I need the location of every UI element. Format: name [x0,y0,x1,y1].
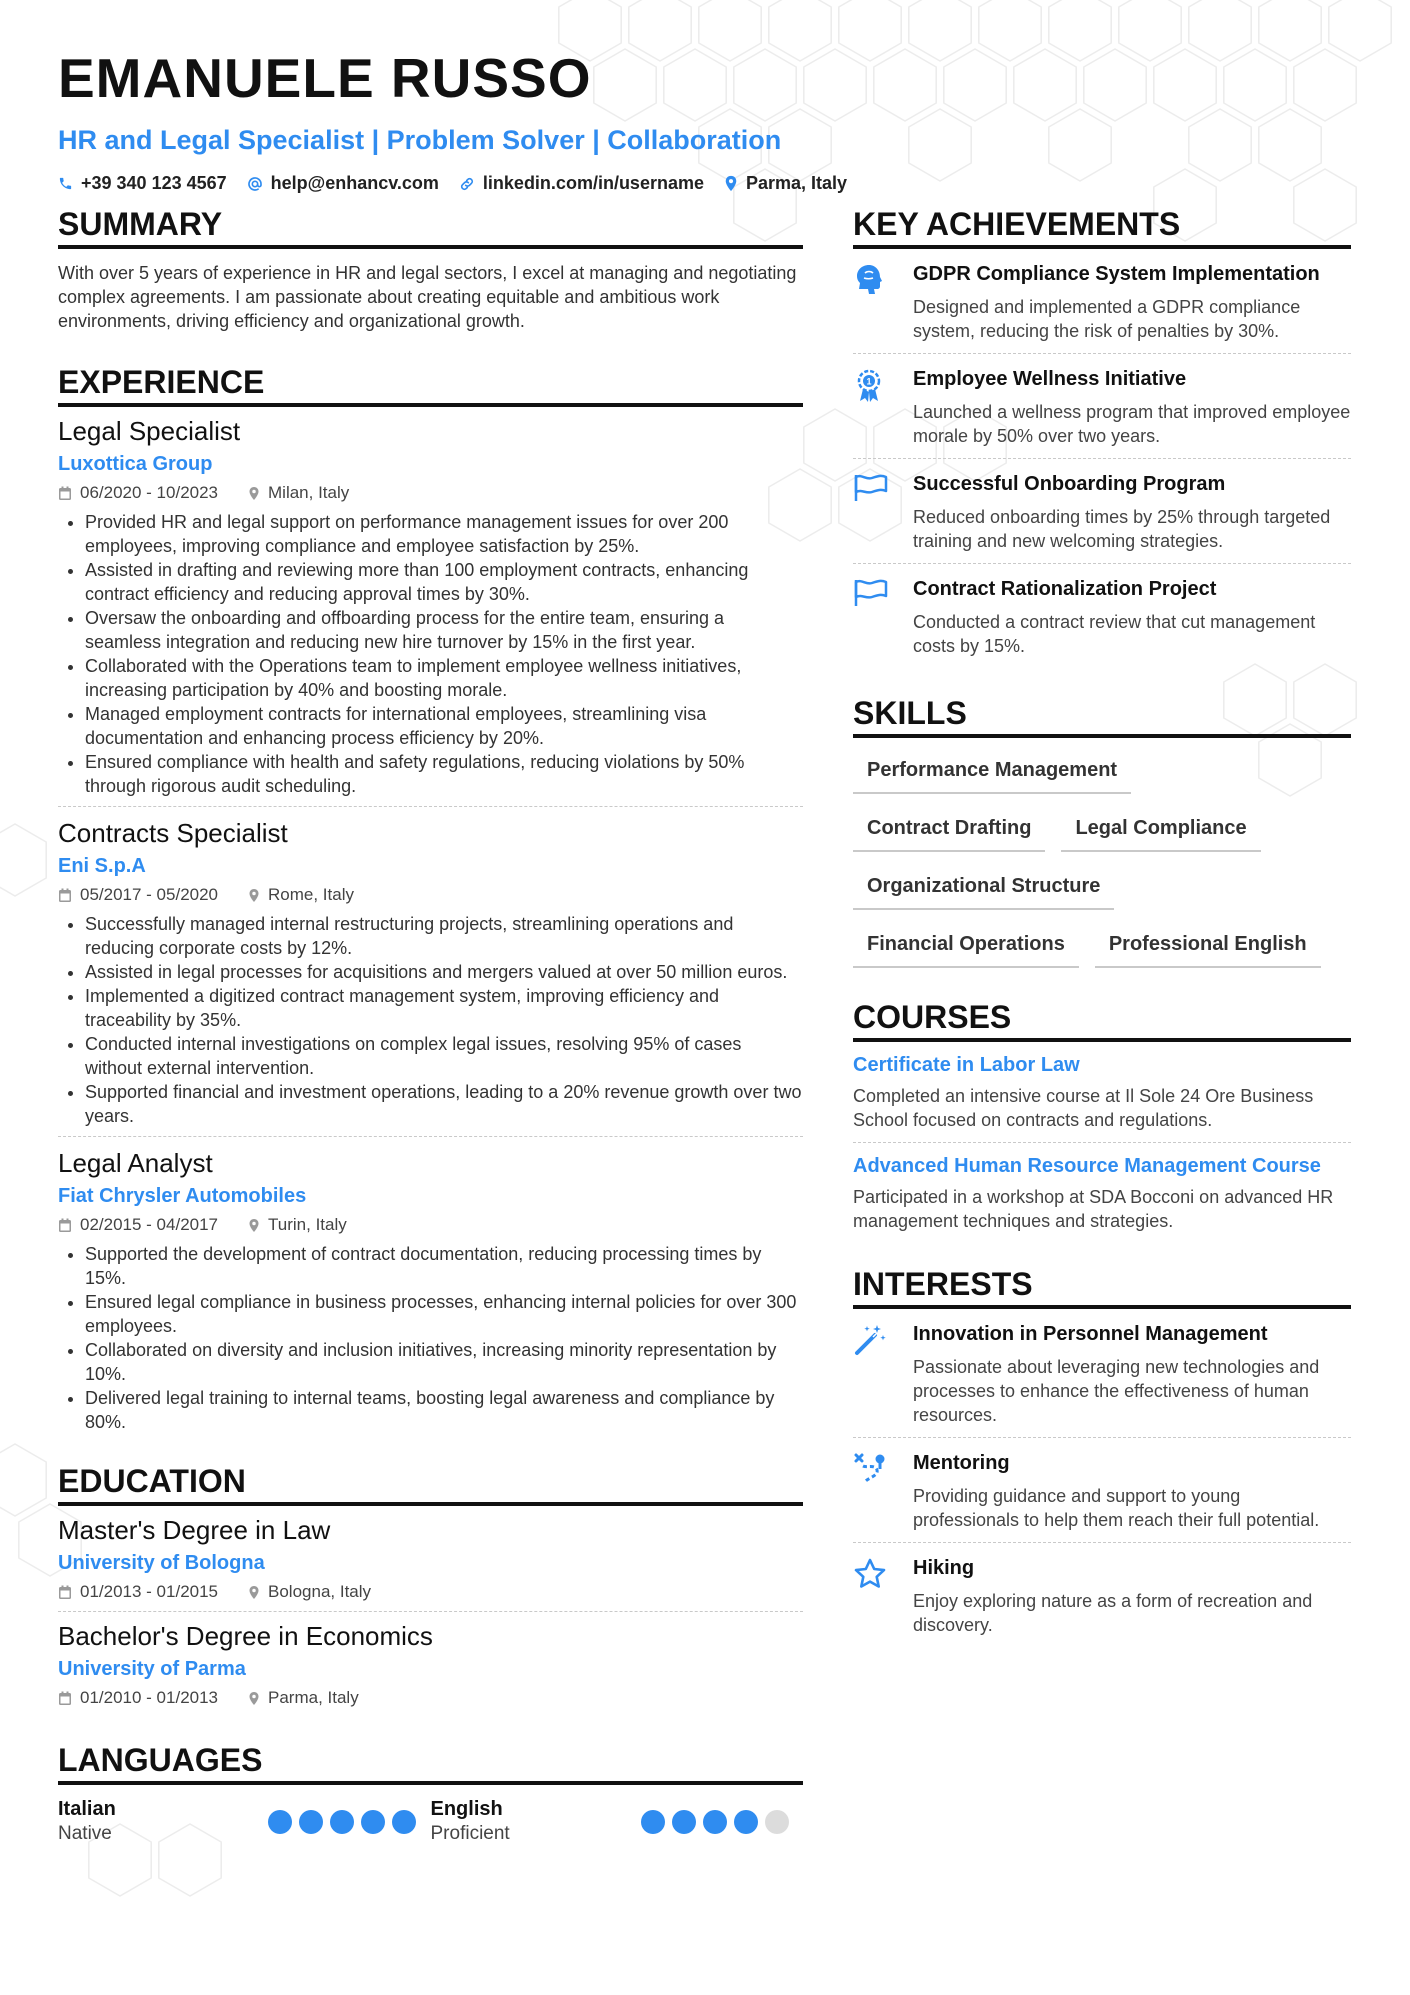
interest-title: Hiking [913,1557,975,1579]
interest-item [853,1309,1351,1438]
job-title: Legal Analyst [58,1148,213,1178]
achievement-description: Designed and implemented a GDPR compliance system, reducing the risk of penalties by 30%. [913,297,1301,341]
rating-dot-filled [672,1810,696,1834]
language-item [431,1797,804,1846]
email-text: help@enhancv.com [270,173,439,193]
rating-dot-filled [361,1810,385,1834]
bullet-item: • Assisted in legal processes for acquisitions and mergers valued at over 50 million euros. [85,960,803,984]
right-column [853,205,1351,1647]
location-text: Parma, Italy [745,173,848,193]
education-meta [58,1687,803,1709]
summary-heading: SUMMARY [58,205,803,249]
achievement-title: Employee Wellness Initiative [913,368,1187,390]
bullet-item: • Collaborated with the Operations team to implement employee wellness initiatives, increasing participation by 40% and boosting morale. [85,654,803,702]
achievement-title: Contract Rationalization Project [913,578,1217,600]
course-title: Advanced Human Resource Management Course [853,1155,1321,1177]
degree-title: Bachelor's Degree in Economics [58,1621,433,1651]
interest-description: Enjoy exploring nature as a form of recreation and discovery. [913,1591,1313,1635]
bullet-item: • Conducted internal investigations on complex legal issues, resolving 95% of cases without external intervention. [85,1032,803,1080]
achievement-title: GDPR Compliance System Implementation [913,263,1320,285]
magic-wand-icon [853,1323,887,1357]
job-title: Legal Specialist [58,416,241,446]
bullet-item: • Collaborated on diversity and inclusion initiatives, increasing minority representation by 10%. [85,1338,803,1386]
flag-icon [853,473,889,503]
skill-tag: Legal Compliance [1061,806,1260,852]
bullet-item: • Supported financial and investment operations, leading to a 20% revenue growth over two years. [85,1080,803,1128]
route-icon [853,1452,887,1486]
calendar-icon [58,1218,72,1233]
brain-icon [853,263,885,297]
courses-heading: COURSES [853,998,1351,1042]
interest-item [853,1438,1351,1543]
achievement-item [853,564,1351,668]
language-level: Native [58,1823,112,1844]
rating-dot-filled [703,1810,727,1834]
map-pin-icon [248,1218,260,1233]
calendar-icon [58,1691,72,1706]
education-entry [58,1514,803,1612]
interest-title: Innovation in Personnel Management [913,1323,1268,1345]
language-rating [641,1810,796,1834]
bullet-item: • Delivered legal training to internal teams, boosting legal awareness and compliance by 80%. [85,1386,803,1434]
contact-phone[interactable] [58,173,227,194]
education-section [58,1462,803,1717]
phone-icon [58,176,73,191]
company-name: Eni S.p.A [58,855,146,877]
at-sign-icon [247,176,263,192]
phone-text: +39 340 123 4567 [81,173,227,193]
education-dates: 01/2013 - 01/2015 [58,1581,218,1603]
achievement-item [853,459,1351,564]
skill-tag: Financial Operations [853,922,1079,968]
job-bullets [58,510,803,798]
school-name: University of Bologna [58,1552,265,1574]
interest-description: Providing guidance and support to young professionals to help them reach their full potential. [913,1486,1320,1530]
summary-text: With over 5 years of experience in HR and legal sectors, I excel at managing and negotiating complex agreements. I am passionate about creating equitable and ambitious work environments, driving efficiency and organizational growth. [58,263,797,331]
interest-description: Passionate about leveraging new technologies and processes to enhance the effectiveness of human resources. [913,1357,1320,1425]
job-meta [58,884,803,906]
job-meta [58,482,803,504]
job-location: Turin, Italy [248,1214,347,1236]
skill-tag: Professional English [1095,922,1321,968]
bullet-item: • Ensured compliance with health and safety regulations, reducing violations by 50% through rigorous audit scheduling. [85,750,803,798]
award-ribbon-icon [853,368,885,404]
achievement-item [853,249,1351,354]
calendar-icon [58,486,72,501]
language-name: English [430,1798,503,1820]
language-text [431,1797,641,1846]
company-name: Luxottica Group [58,453,213,475]
contact-location [724,173,847,194]
interest-title: Mentoring [913,1452,1010,1474]
course-description: Participated in a workshop at SDA Bocconi on advanced HR management techniques and strategies. [853,1187,1334,1231]
achievement-description: Conducted a contract review that cut management costs by 15%. [913,612,1316,656]
contact-email[interactable] [247,173,439,194]
experience-section [58,363,803,1442]
bullet-item: • Implemented a digitized contract management system, improving efficiency and traceability by 35%. [85,984,803,1032]
flag-icon [853,578,889,608]
courses-section [853,998,1351,1243]
languages-list [58,1797,803,1846]
job-entry [58,415,803,807]
candidate-headline: HR and Legal Specialist | Problem Solver | Collaboration [58,125,782,155]
skill-tag: Organizational Structure [853,864,1114,910]
skills-list [853,748,1351,980]
job-dates: 06/2020 - 10/2023 [58,482,218,504]
map-pin-icon [248,1691,260,1706]
achievement-title: Successful Onboarding Program [913,473,1226,495]
bullet-item: • Managed employment contracts for international employees, streamlining visa documentation and enhancing process efficiency by 20%. [85,702,803,750]
education-location: Bologna, Italy [248,1581,371,1603]
rating-dot-filled [268,1810,292,1834]
rating-dot-filled [734,1810,758,1834]
course-title: Certificate in Labor Law [853,1054,1080,1076]
rating-dot-filled [641,1810,665,1834]
job-dates: 05/2017 - 05/2020 [58,884,218,906]
education-meta [58,1581,803,1603]
language-level: Proficient [430,1823,510,1844]
job-entry [58,817,803,1137]
job-location: Rome, Italy [248,884,354,906]
star-icon [853,1557,887,1591]
job-location: Milan, Italy [248,482,349,504]
calendar-icon [58,888,72,903]
job-bullets [58,1242,803,1434]
bullet-item: • Successfully managed internal restructuring projects, streamlining operations and reducing corporate costs by 12%. [85,912,803,960]
school-name: University of Parma [58,1658,246,1680]
languages-heading: LANGUAGES [58,1741,803,1785]
education-heading: EDUCATION [58,1462,803,1506]
contact-bar [58,173,1358,194]
education-dates: 01/2010 - 01/2013 [58,1687,218,1709]
achievement-item [853,354,1351,459]
left-column [58,205,803,1846]
language-item [58,1797,431,1846]
map-pin-icon [724,175,738,192]
language-text [58,1797,268,1846]
map-pin-icon [248,888,260,903]
skills-heading: SKILLS [853,694,1351,738]
calendar-icon [58,1585,72,1600]
resume-header [58,45,1358,194]
experience-heading: EXPERIENCE [58,363,803,407]
education-location: Parma, Italy [248,1687,359,1709]
interests-heading: INTERESTS [853,1265,1351,1309]
job-title: Contracts Specialist [58,818,288,848]
job-dates: 02/2015 - 04/2017 [58,1214,218,1236]
candidate-name: EMANUELE RUSSO [58,47,592,109]
achievements-heading: KEY ACHIEVEMENTS [853,205,1351,249]
linkedin-text: linkedin.com/in/username [482,173,704,193]
bullet-item: • Supported the development of contract documentation, reducing processing times by 15%. [85,1242,803,1290]
bullet-item: • Provided HR and legal support on performance management issues for over 200 employees, improving compliance and employee satisfaction by 25%. [85,510,803,558]
rating-dot-filled [330,1810,354,1834]
languages-section [58,1741,803,1846]
map-pin-icon [248,1585,260,1600]
course-item [853,1042,1351,1143]
bullet-item: • Assisted in drafting and reviewing more than 100 employment contracts, enhancing contract efficiency and reducing approval times by 30%. [85,558,803,606]
summary-section [58,205,803,333]
link-icon [459,176,475,192]
course-description: Completed an intensive course at Il Sole 24 Ore Business School focused on contracts and regulations. [853,1086,1314,1130]
rating-dot-filled [299,1810,323,1834]
skill-tag: Performance Management [853,748,1131,794]
rating-dot-filled [392,1810,416,1834]
company-name: Fiat Chrysler Automobiles [58,1185,307,1207]
job-entry [58,1147,803,1442]
skill-tag: Contract Drafting [853,806,1045,852]
contact-linkedin[interactable] [459,173,704,194]
course-item [853,1143,1351,1243]
language-rating [268,1810,423,1834]
bullet-item: • Oversaw the onboarding and offboarding process for the entire team, ensuring a seamless integration and reducing new hire turnover by 15% in the first year. [85,606,803,654]
bullet-item: • Ensured legal compliance in business processes, enhancing internal policies for over 300 employees. [85,1290,803,1338]
achievements-section [853,205,1351,668]
skills-section [853,694,1351,980]
interest-item [853,1543,1351,1647]
rating-dot-empty [765,1810,789,1834]
achievement-description: Launched a wellness program that improved employee morale by 50% over two years. [913,402,1351,446]
job-meta [58,1214,803,1236]
language-name: Italian [58,1798,116,1820]
degree-title: Master's Degree in Law [58,1515,331,1545]
map-pin-icon [248,486,260,501]
svg-text:1: 1 [866,376,872,387]
interests-section [853,1265,1351,1647]
job-bullets [58,912,803,1128]
education-entry [58,1620,803,1717]
achievement-description: Reduced onboarding times by 25% through targeted training and new welcoming strategies. [913,507,1331,551]
